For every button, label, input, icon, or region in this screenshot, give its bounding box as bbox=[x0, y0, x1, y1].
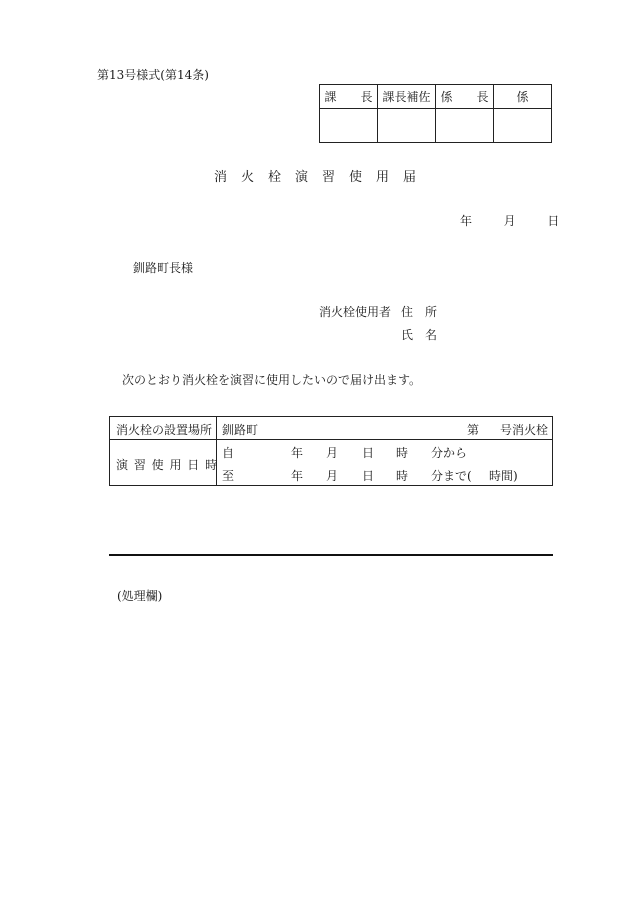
approval-stamp-cell bbox=[436, 109, 494, 143]
applicant-label: 消火栓使用者 bbox=[319, 305, 392, 319]
date-year: 年 bbox=[460, 214, 473, 228]
from-label: 自 bbox=[222, 446, 235, 460]
date-line bbox=[460, 212, 559, 229]
to-hour: 時 bbox=[396, 469, 409, 483]
duration: 時間) bbox=[489, 469, 518, 483]
approval-header-staff: 係 bbox=[494, 85, 552, 109]
to-month: 月 bbox=[326, 469, 339, 483]
from-minute: 分から bbox=[431, 446, 468, 460]
address-label: 住所 bbox=[401, 305, 450, 319]
details-table bbox=[109, 416, 553, 486]
approval-stamp-box bbox=[319, 84, 552, 143]
section-divider bbox=[109, 554, 553, 556]
from-hour: 時 bbox=[396, 446, 409, 460]
approval-header-section-chief: 課 長 bbox=[320, 85, 378, 109]
table-divider-vertical bbox=[216, 417, 217, 485]
name-label: 氏名 bbox=[401, 328, 450, 342]
approval-stamp-cell bbox=[378, 109, 436, 143]
approval-stamp-cell bbox=[494, 109, 552, 143]
processing-section-label: (処理欄) bbox=[117, 589, 163, 603]
to-day: 日 bbox=[362, 469, 375, 483]
statement-text: 次のとおり消火栓を演習に使用したいので届け出ます。 bbox=[122, 373, 422, 387]
form-number: 第13号様式(第14条) bbox=[97, 68, 209, 82]
table-divider-horizontal bbox=[110, 439, 552, 440]
from-day: 日 bbox=[362, 446, 375, 460]
to-year: 年 bbox=[291, 469, 304, 483]
date-month: 月 bbox=[503, 214, 516, 228]
location-label: 消火栓の設置場所 bbox=[116, 423, 213, 437]
document-title: 消火栓演習使用届 bbox=[213, 170, 430, 185]
hydrant-suffix: 号消火栓 bbox=[500, 423, 549, 437]
to-label: 至 bbox=[222, 469, 235, 483]
approval-stamp-cell bbox=[320, 109, 378, 143]
location-value: 釧路町 bbox=[222, 423, 259, 437]
from-year: 年 bbox=[291, 446, 304, 460]
approval-header-subsection-chief: 係 長 bbox=[436, 85, 494, 109]
from-month: 月 bbox=[326, 446, 339, 460]
addressee: 釧路町長様 bbox=[133, 261, 194, 275]
to-minute: 分まで( bbox=[431, 469, 472, 483]
approval-header-deputy-chief: 課長補佐 bbox=[378, 85, 436, 109]
datetime-label: 演 習 使 用 日 時 bbox=[116, 458, 219, 472]
hydrant-prefix: 第 bbox=[467, 423, 480, 437]
date-day: 日 bbox=[547, 214, 560, 228]
